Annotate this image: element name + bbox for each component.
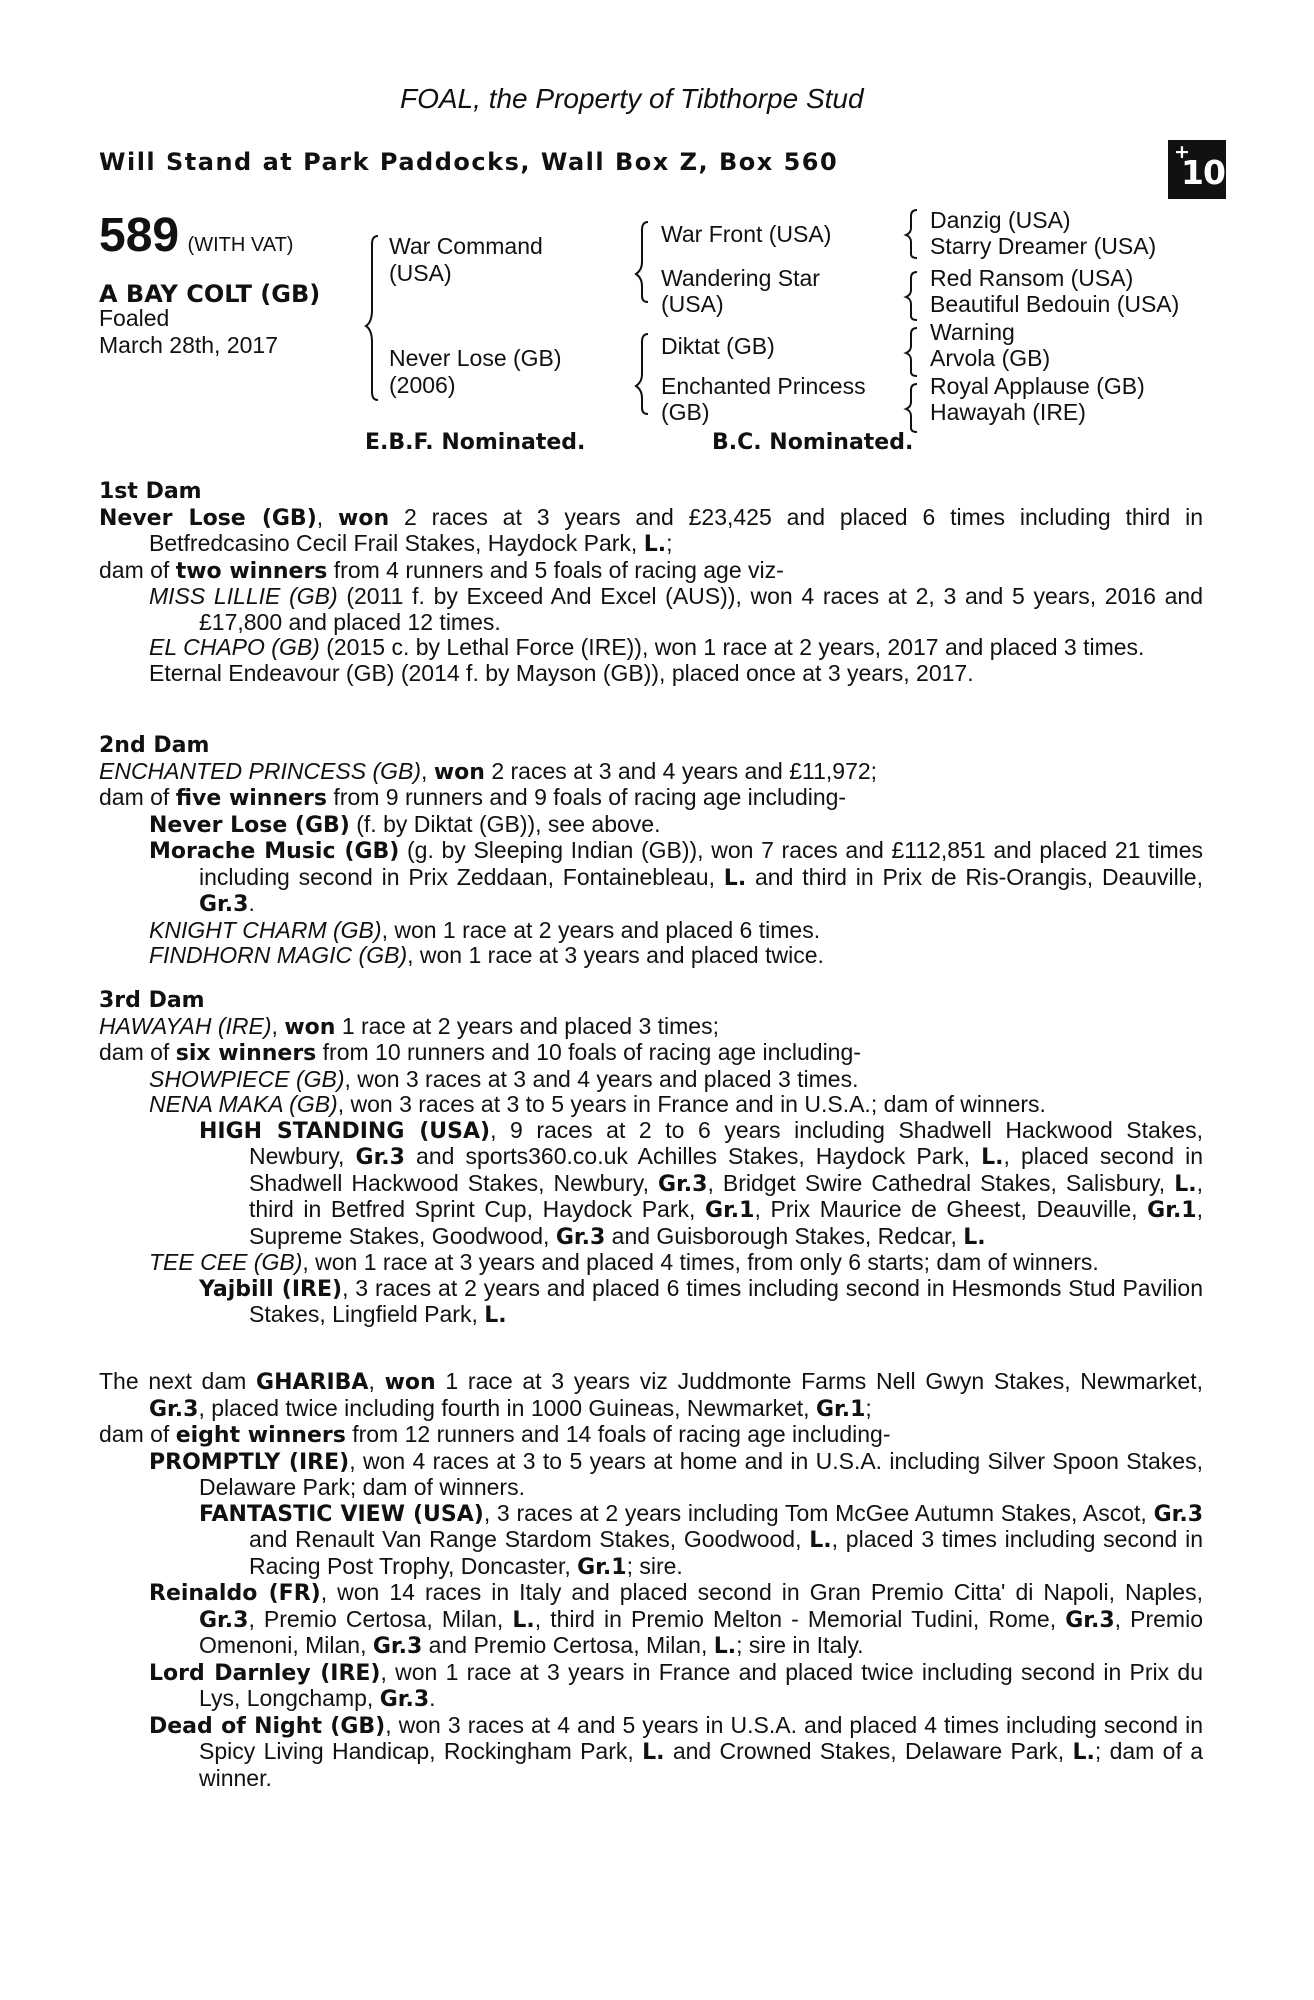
summary-a: dam of — [99, 556, 176, 583]
produce-item — [99, 584, 1203, 635]
badge-plus: + — [1174, 141, 1190, 163]
horse-name: MISS LILLIE (GB) — [149, 583, 338, 609]
listed-label: L. — [484, 1303, 507, 1328]
record-end: ; — [865, 1394, 872, 1421]
ebf-nominated: E.B.F. Nominated. — [365, 430, 586, 455]
pedigree-dss: Warning — [930, 319, 1015, 345]
summary-c: from 9 runners and 9 foals of racing age including- — [327, 784, 847, 810]
group-label: Gr.3 — [199, 1607, 249, 1633]
horse-name: ENCHANTED PRINCESS (GB) — [99, 757, 422, 784]
produce-text: , 9 races at 2 to 6 years including Shadwell Hackwood Stakes, Newbury, — [249, 1116, 1203, 1169]
produce-text: ; sire in Italy. — [736, 1632, 864, 1658]
produce-text: , won 14 races in Italy and placed second in Gran Premio Citta' di Napoli, Naples, — [320, 1579, 1203, 1605]
group-label: Gr.1 — [705, 1198, 755, 1223]
produce-text: and Premio Certosa, Milan, — [422, 1632, 714, 1658]
produce-text: , won 4 races at 3 to 5 years at home and in U.S.A. including Silver Spoon Stakes, Delaware Park; dam of winners. — [199, 1447, 1203, 1500]
listed-label: L. — [642, 1740, 665, 1765]
vat-note: (WITH VAT) — [187, 234, 294, 256]
pedigree-dsd: Arvola (GB) — [930, 345, 1051, 371]
lot-number-value: 589 — [99, 209, 180, 262]
produce-item — [99, 838, 1203, 918]
group-label: Gr.3 — [379, 1687, 430, 1712]
group-label: Gr.3 — [1153, 1501, 1203, 1527]
record-text: , placed twice including fourth in 1000 Guineas, Newmarket, — [198, 1394, 816, 1421]
summary-a: dam of — [99, 1039, 176, 1065]
group-label: Gr.1 — [1147, 1198, 1197, 1223]
sire-sire: War Front (USA) — [661, 221, 832, 247]
dam-dam-name: Enchanted Princess — [661, 373, 866, 399]
sire-dam-country: (USA) — [661, 291, 724, 317]
summary-c: from 10 runners and 10 foals of racing age including- — [316, 1039, 861, 1065]
produce-text: Eternal Endeavour (GB) (2014 f. by Mayson (GB)), placed once at 3 years, 2017. — [149, 659, 974, 686]
produce-text: ; dam of a winner. — [199, 1738, 1203, 1791]
horse-name: EL CHAPO (GB) — [149, 634, 320, 660]
produce-text: , placed second in Shadwell Hackwood Stakes, Newbury, — [249, 1143, 1204, 1196]
produce-text: , third in Betfred Sprint Cup, Haydock Park, — [249, 1169, 1203, 1222]
produce-text: (f. by Diktat (GB)), see above. — [349, 810, 661, 837]
group-label: Gr.3 — [355, 1145, 405, 1170]
record-text: 1 race at 3 years viz Juddmonte Farms Nell Gwyn Stakes, Newmarket, — [435, 1368, 1204, 1394]
summary-a: dam of — [99, 784, 176, 810]
horse-name: Morache Music (GB) — [149, 839, 400, 864]
horse-name: KNIGHT CHARM (GB) — [149, 916, 382, 943]
group-label: Gr.1 — [815, 1396, 866, 1422]
produce-text: and Guisborough Stakes, Redcar, — [605, 1222, 964, 1249]
horse-name: Lord Darnley (IRE) — [149, 1660, 381, 1686]
first-dam-section — [99, 479, 1203, 686]
produce-text: , Prix Maurice de Gheest, Deauville, — [754, 1196, 1148, 1222]
pedigree-sss: Danzig (USA) — [930, 207, 1071, 233]
listed-label: L. — [723, 865, 747, 891]
record-text: 2 races at 3 years and £23,425 and placed 6 times including third in Betfredcasino Cecil Frail Stakes, Haydock Park, — [149, 503, 1203, 556]
produce-item — [99, 1449, 1203, 1501]
produce-item — [99, 943, 1203, 969]
pedigree-sds: Red Ransom (USA) — [930, 265, 1134, 291]
sep: , — [316, 503, 338, 530]
record-end: ; — [666, 530, 673, 556]
horse-name: GHARIBA — [256, 1370, 369, 1395]
pedigree-ssd: Starry Dreamer (USA) — [930, 233, 1157, 259]
produce-item — [99, 1660, 1203, 1713]
record-text: 1 race at 2 years and placed 3 times; — [335, 1012, 719, 1039]
produce-text: , 3 races at 2 years including Tom McGee Autumn Stakes, Ascot, — [483, 1499, 1154, 1526]
winners-count: six winners — [175, 1041, 317, 1066]
produce-text: , won 1 race at 3 years and placed 4 times, from only 6 starts; dam of winners. — [302, 1249, 1099, 1275]
winners-count: five winners — [175, 786, 328, 811]
produce-text: , won 1 race at 3 years in France and placed twice including second in Prix du Lys, Longchamp, — [199, 1658, 1203, 1711]
first-dam-heading: 1st Dam — [99, 479, 202, 504]
listed-label: L. — [1072, 1740, 1095, 1765]
produce-text: , Premio Omenoni, Milan, — [199, 1605, 1203, 1658]
produce-item — [99, 1501, 1203, 1581]
produce-item — [99, 635, 1203, 661]
third-dam-record — [99, 1014, 1203, 1041]
produce-text: (2015 c. by Lethal Force (IRE)), won 1 race at 2 years, 2017 and placed 3 times. — [319, 634, 1145, 660]
listed-label: L. — [713, 1634, 737, 1659]
winners-count: two winners — [175, 558, 328, 584]
sep: , — [271, 1012, 285, 1039]
horse-name: TEE CEE (GB) — [149, 1249, 303, 1275]
produce-text: , won 1 race at 3 years and placed twice. — [407, 942, 824, 968]
second-dam-produce-summary — [99, 785, 1203, 812]
produce-end: . — [429, 1685, 436, 1711]
produce-item — [99, 1713, 1203, 1792]
listed-label: L. — [963, 1224, 986, 1250]
produce-text: , won 3 races at 3 and 4 years and placed 3 times. — [344, 1065, 859, 1092]
group-label: Gr.3 — [658, 1171, 708, 1197]
produce-item — [99, 1580, 1203, 1660]
produce-text: , won 3 races at 4 and 5 years in U.S.A. and placed 4 times including second in Spicy Living Handicap, Rockingham Park, — [199, 1711, 1203, 1764]
next-dam-produce-summary — [99, 1422, 1203, 1449]
produce-text: (g. by Sleeping Indian (GB)), won 7 races and £112,851 and placed 21 times including second in Prix Zeddaan, Fontainebleau, — [199, 837, 1204, 890]
produce-item — [99, 1118, 1203, 1251]
won-label: won — [338, 505, 390, 531]
produce-item — [99, 1276, 1203, 1329]
second-dam-heading: 2nd Dam — [99, 733, 210, 758]
produce-item — [99, 812, 1203, 839]
group-label: Gr.3 — [1065, 1607, 1115, 1633]
listed-label: L. — [809, 1528, 832, 1553]
listed-label: L. — [643, 532, 667, 557]
dam-name: Never Lose (GB) — [389, 345, 562, 371]
produce-text: and Crowned Stakes, Delaware Park, — [664, 1738, 1073, 1764]
dam-dam-country: (GB) — [661, 399, 710, 425]
horse-name: SHOWPIECE (GB) — [149, 1065, 345, 1092]
horse-name: PROMPTLY (IRE) — [149, 1449, 350, 1475]
badge-number: 10 — [1181, 153, 1225, 192]
produce-text: , Premio Certosa, Milan, — [248, 1605, 513, 1632]
winners-count: eight winners — [175, 1423, 346, 1448]
produce-text: , Bridget Swire Cathedral Stakes, Salisbury, — [707, 1169, 1175, 1196]
stand-location: Will Stand at Park Paddocks, Wall Box Z, Box 560 — [99, 148, 839, 176]
won-label: won — [433, 759, 485, 785]
horse-name: NENA MAKA (GB) — [149, 1091, 338, 1117]
produce-text: (2011 f. by Exceed And Excel (AUS)), won 4 races at 2, 3 and 5 years, 2016 and £17,800 and placed 12 times. — [199, 583, 1203, 635]
produce-item — [99, 661, 1203, 687]
won-label: won — [384, 1370, 436, 1395]
produce-text: , Supreme Stakes, Goodwood, — [249, 1196, 1203, 1249]
summary-c: from 4 runners and 5 foals of racing age viz- — [327, 556, 784, 583]
foaled-label: Foaled — [99, 305, 170, 331]
listed-label: L. — [512, 1607, 535, 1633]
horse-name: HIGH STANDING (USA) — [199, 1118, 491, 1144]
third-dam-produce-summary — [99, 1040, 1203, 1067]
record-text: 2 races at 3 and 4 years and £11,972; — [484, 757, 878, 784]
group-label: Gr.3 — [372, 1634, 423, 1659]
page-title: FOAL, the Property of Tibthorpe Stud — [400, 83, 864, 114]
horse-name: Never Lose (GB) — [99, 505, 317, 531]
foaled-date: March 28th, 2017 — [99, 332, 279, 358]
pedigree-dds: Royal Applause (GB) — [930, 373, 1145, 399]
sire-name: War Command — [389, 233, 543, 259]
second-dam-section — [99, 733, 1203, 969]
produce-text: , third in Premio Melton - Memorial Tudini, Rome, — [534, 1605, 1066, 1632]
group-label: Gr.3 — [199, 892, 249, 917]
summary-c: from 12 runners and 14 foals of racing age including- — [345, 1421, 891, 1447]
listed-label: L. — [981, 1145, 1004, 1170]
horse-name: Never Lose (GB) — [149, 812, 350, 838]
won-label: won — [284, 1014, 336, 1040]
dam-year: (2006) — [389, 372, 456, 398]
produce-text: and sports360.co.uk Achilles Stakes, Haydock Park, — [404, 1143, 982, 1169]
sire-dam-name: Wandering Star — [661, 265, 820, 291]
produce-text: , won 3 races at 3 to 5 years in France and in U.S.A.; dam of winners. — [337, 1091, 1046, 1117]
horse-name: Yajbill (IRE) — [199, 1276, 343, 1302]
produce-text: , 3 races at 2 years and placed 6 times including second in Hesmonds Stud Pavilion Stakes, Lingfield Park, — [249, 1274, 1203, 1327]
produce-item — [99, 1092, 1203, 1118]
summary-a: dam of — [99, 1421, 176, 1447]
next-dam-record — [99, 1369, 1203, 1422]
sep: , — [368, 1368, 385, 1394]
produce-item — [99, 1250, 1203, 1276]
sep: , — [421, 757, 434, 784]
group-label: Gr.1 — [577, 1554, 627, 1580]
produce-item — [99, 1067, 1203, 1093]
group-label: Gr.3 — [555, 1224, 606, 1250]
third-dam-section — [99, 988, 1203, 1329]
sire-country: (USA) — [389, 260, 452, 286]
produce-item — [99, 918, 1203, 944]
horse-name: Dead of Night (GB) — [149, 1713, 386, 1739]
horse-name: FINDHORN MAGIC (GB) — [149, 942, 408, 968]
produce-text-2: and third in Prix de Ris-Orangis, Deauville, — [746, 863, 1203, 890]
produce-text: , placed 3 times including second in Racing Post Trophy, Doncaster, — [249, 1526, 1203, 1579]
pedigree-sdd: Beautiful Bedouin (USA) — [930, 291, 1180, 317]
next-dam-section — [99, 1369, 1203, 1791]
lot-description: A BAY COLT (GB) — [99, 280, 321, 308]
produce-text: and Renault Van Range Stardom Stakes, Goodwood, — [249, 1526, 810, 1552]
horse-name: Reinaldo (FR) — [149, 1581, 321, 1606]
third-dam-heading: 3rd Dam — [99, 988, 205, 1013]
dam-sire: Diktat (GB) — [661, 333, 775, 359]
produce-text: ; sire. — [626, 1552, 683, 1579]
horse-name: FANTASTIC VIEW (USA) — [199, 1501, 484, 1527]
produce-text: , won 1 race at 2 years and placed 6 times. — [381, 916, 821, 943]
produce-end: . — [248, 890, 255, 916]
listed-label: L. — [1174, 1171, 1197, 1197]
bc-nominated: B.C. Nominated. — [712, 430, 914, 455]
first-dam-produce-summary — [99, 558, 1203, 585]
horse-name: HAWAYAH (IRE) — [99, 1012, 272, 1039]
group-label: Gr.3 — [149, 1396, 199, 1422]
second-dam-record — [99, 759, 1203, 786]
intro-text: The next dam — [99, 1368, 257, 1394]
pedigree-ddd: Hawayah (IRE) — [930, 399, 1086, 425]
first-dam-record — [99, 505, 1203, 558]
